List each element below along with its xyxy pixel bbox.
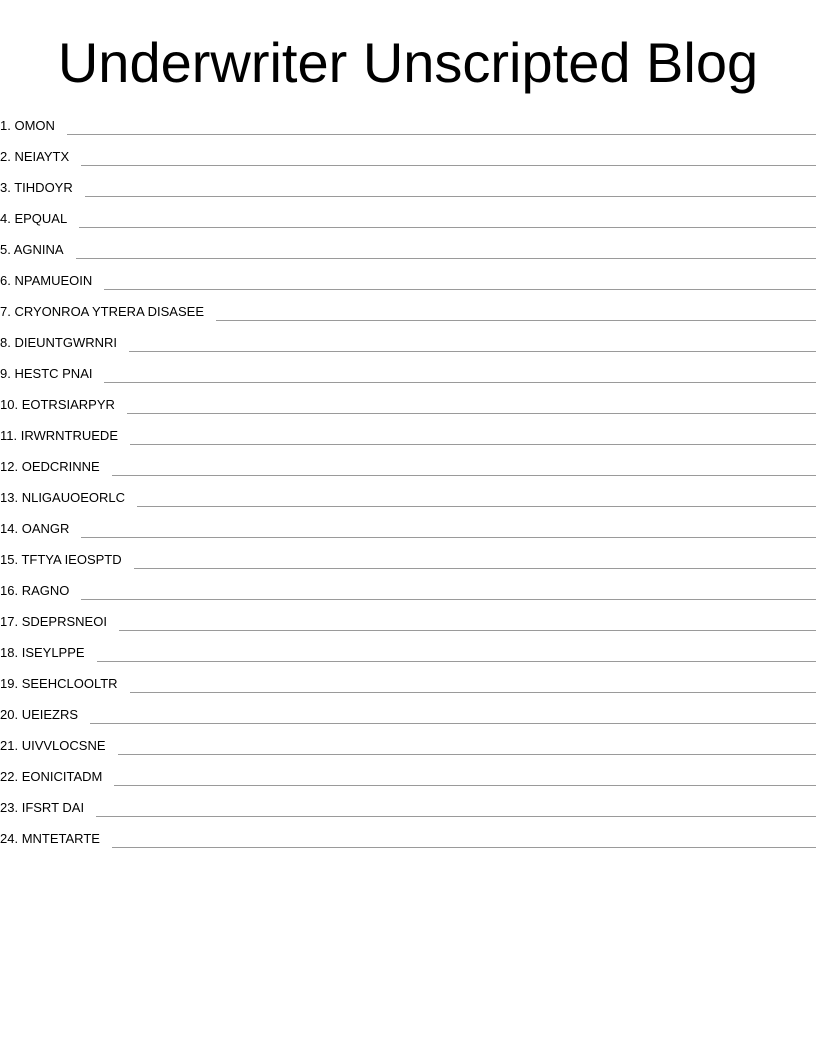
item-number: 9. — [0, 365, 11, 381]
scrambled-letters: NLIGAUOEORLC — [21, 489, 126, 505]
list-item — [0, 172, 816, 203]
answer-line — [112, 475, 816, 476]
item-number: 7. — [0, 303, 11, 319]
scrambled-word — [0, 457, 112, 477]
scrambled-word — [0, 581, 81, 601]
list-item — [0, 761, 816, 792]
scrambled-letters: EPQUAL — [14, 210, 68, 226]
list-item — [0, 327, 816, 358]
item-number: 12. — [0, 458, 19, 474]
list-item — [0, 296, 816, 327]
list-item — [0, 823, 816, 854]
scrambled-letters: MNTETARTE — [21, 830, 100, 846]
scrambled-letters: TFTYA IEOSPTD — [21, 551, 122, 567]
list-item — [0, 451, 816, 482]
scrambled-letters: SEEHCLOOLTR — [21, 675, 118, 691]
answer-line — [85, 196, 816, 197]
answer-line — [127, 413, 816, 414]
answer-line — [79, 227, 816, 228]
list-item — [0, 575, 816, 606]
scrambled-letters: TIHDOYR — [14, 179, 73, 195]
scrambled-word — [0, 829, 112, 849]
item-number: 17. — [0, 613, 19, 629]
item-number: 22. — [0, 768, 19, 784]
answer-line — [118, 754, 816, 755]
scrambled-letters: UEIEZRS — [21, 706, 79, 722]
item-number: 15. — [0, 551, 19, 567]
scrambled-word — [0, 364, 104, 384]
list-item — [0, 358, 816, 389]
list-item — [0, 792, 816, 823]
scrambled-word — [0, 147, 81, 167]
scrambled-word — [0, 550, 134, 570]
list-item — [0, 234, 816, 265]
answer-line — [104, 382, 816, 383]
item-number: 8. — [0, 334, 11, 350]
scrambled-letters: OANGR — [21, 520, 70, 536]
list-item — [0, 668, 816, 699]
scrambled-word — [0, 271, 104, 291]
list-item — [0, 606, 816, 637]
scrambled-letters: DIEUNTGWRNRI — [14, 334, 118, 350]
item-number: 16. — [0, 582, 19, 598]
scrambled-letters: HESTC PNAI — [14, 365, 93, 381]
list-item — [0, 699, 816, 730]
list-item — [0, 482, 816, 513]
scrambled-word — [0, 798, 96, 818]
scrambled-word — [0, 333, 129, 353]
list-item — [0, 420, 816, 451]
scrambled-letters: EOTRSIARPYR — [21, 396, 115, 412]
scrambled-word — [0, 426, 130, 446]
scrambled-word — [0, 767, 114, 787]
list-item — [0, 389, 816, 420]
scrambled-letters: ISEYLPPE — [21, 644, 85, 660]
item-number: 10. — [0, 396, 19, 412]
item-number: 24. — [0, 830, 19, 846]
item-number: 13. — [0, 489, 19, 505]
scrambled-letters: NEIAYTX — [14, 148, 70, 164]
list-item — [0, 544, 816, 575]
scrambled-word — [0, 178, 85, 198]
item-number: 11. — [0, 427, 18, 443]
list-item — [0, 265, 816, 296]
list-item — [0, 637, 816, 668]
scrambled-word — [0, 643, 97, 663]
item-number: 2. — [0, 148, 11, 164]
scrambled-word — [0, 705, 90, 725]
scrambled-word — [0, 302, 216, 322]
scrambled-word — [0, 209, 79, 229]
scrambled-letters: OEDCRINNE — [21, 458, 100, 474]
answer-line — [134, 568, 816, 569]
item-number: 23. — [0, 799, 19, 815]
answer-line — [67, 134, 816, 135]
list-item — [0, 141, 816, 172]
scrambled-letters: EONICITADM — [21, 768, 103, 784]
answer-line — [104, 289, 816, 290]
list-item — [0, 513, 816, 544]
answer-line — [137, 506, 816, 507]
item-number: 3. — [0, 179, 11, 195]
answer-line — [216, 320, 816, 321]
answer-line — [119, 630, 816, 631]
item-number: 1. — [0, 117, 11, 133]
answer-line — [90, 723, 816, 724]
scrambled-word — [0, 488, 137, 508]
scrambled-letters: OMON — [14, 117, 55, 133]
answer-line — [112, 847, 816, 848]
item-number: 18. — [0, 644, 19, 660]
item-number: 4. — [0, 210, 11, 226]
scrambled-word — [0, 519, 81, 539]
item-number: 20. — [0, 706, 19, 722]
answer-line — [96, 816, 816, 817]
answer-line — [81, 599, 816, 600]
item-number: 21. — [0, 737, 19, 753]
scrambled-letters: IFSRT DAI — [21, 799, 85, 815]
scrambled-letters: AGNINA — [13, 241, 64, 257]
answer-line — [129, 351, 816, 352]
list-item — [0, 110, 816, 141]
scrambled-word — [0, 116, 67, 136]
scrambled-letters: IRWRNTRUEDE — [20, 427, 118, 443]
scrambled-letters: NPAMUEOIN — [14, 272, 93, 288]
answer-line — [81, 537, 816, 538]
scrambled-letters: SDEPRSNEOI — [21, 613, 107, 629]
list-item — [0, 203, 816, 234]
item-number: 19. — [0, 675, 19, 691]
word-scramble-list — [0, 110, 816, 854]
item-number: 6. — [0, 272, 11, 288]
answer-line — [81, 165, 816, 166]
scrambled-letters: RAGNO — [21, 582, 70, 598]
answer-line — [130, 692, 816, 693]
item-number: 14. — [0, 520, 19, 536]
answer-line — [130, 444, 816, 445]
page-title: Underwriter Unscripted Blog — [57, 31, 759, 94]
answer-line — [76, 258, 816, 259]
scrambled-word — [0, 612, 119, 632]
list-item — [0, 730, 816, 761]
answer-line — [97, 661, 816, 662]
scrambled-word — [0, 674, 130, 694]
answer-line — [114, 785, 816, 786]
scrambled-letters: CRYONROA YTRERA DISASEE — [14, 303, 204, 319]
scrambled-word — [0, 240, 76, 260]
scrambled-letters: UIVVLOCSNE — [21, 737, 106, 753]
scrambled-word — [0, 736, 118, 756]
scrambled-word — [0, 395, 127, 415]
item-number: 5. — [0, 241, 11, 257]
